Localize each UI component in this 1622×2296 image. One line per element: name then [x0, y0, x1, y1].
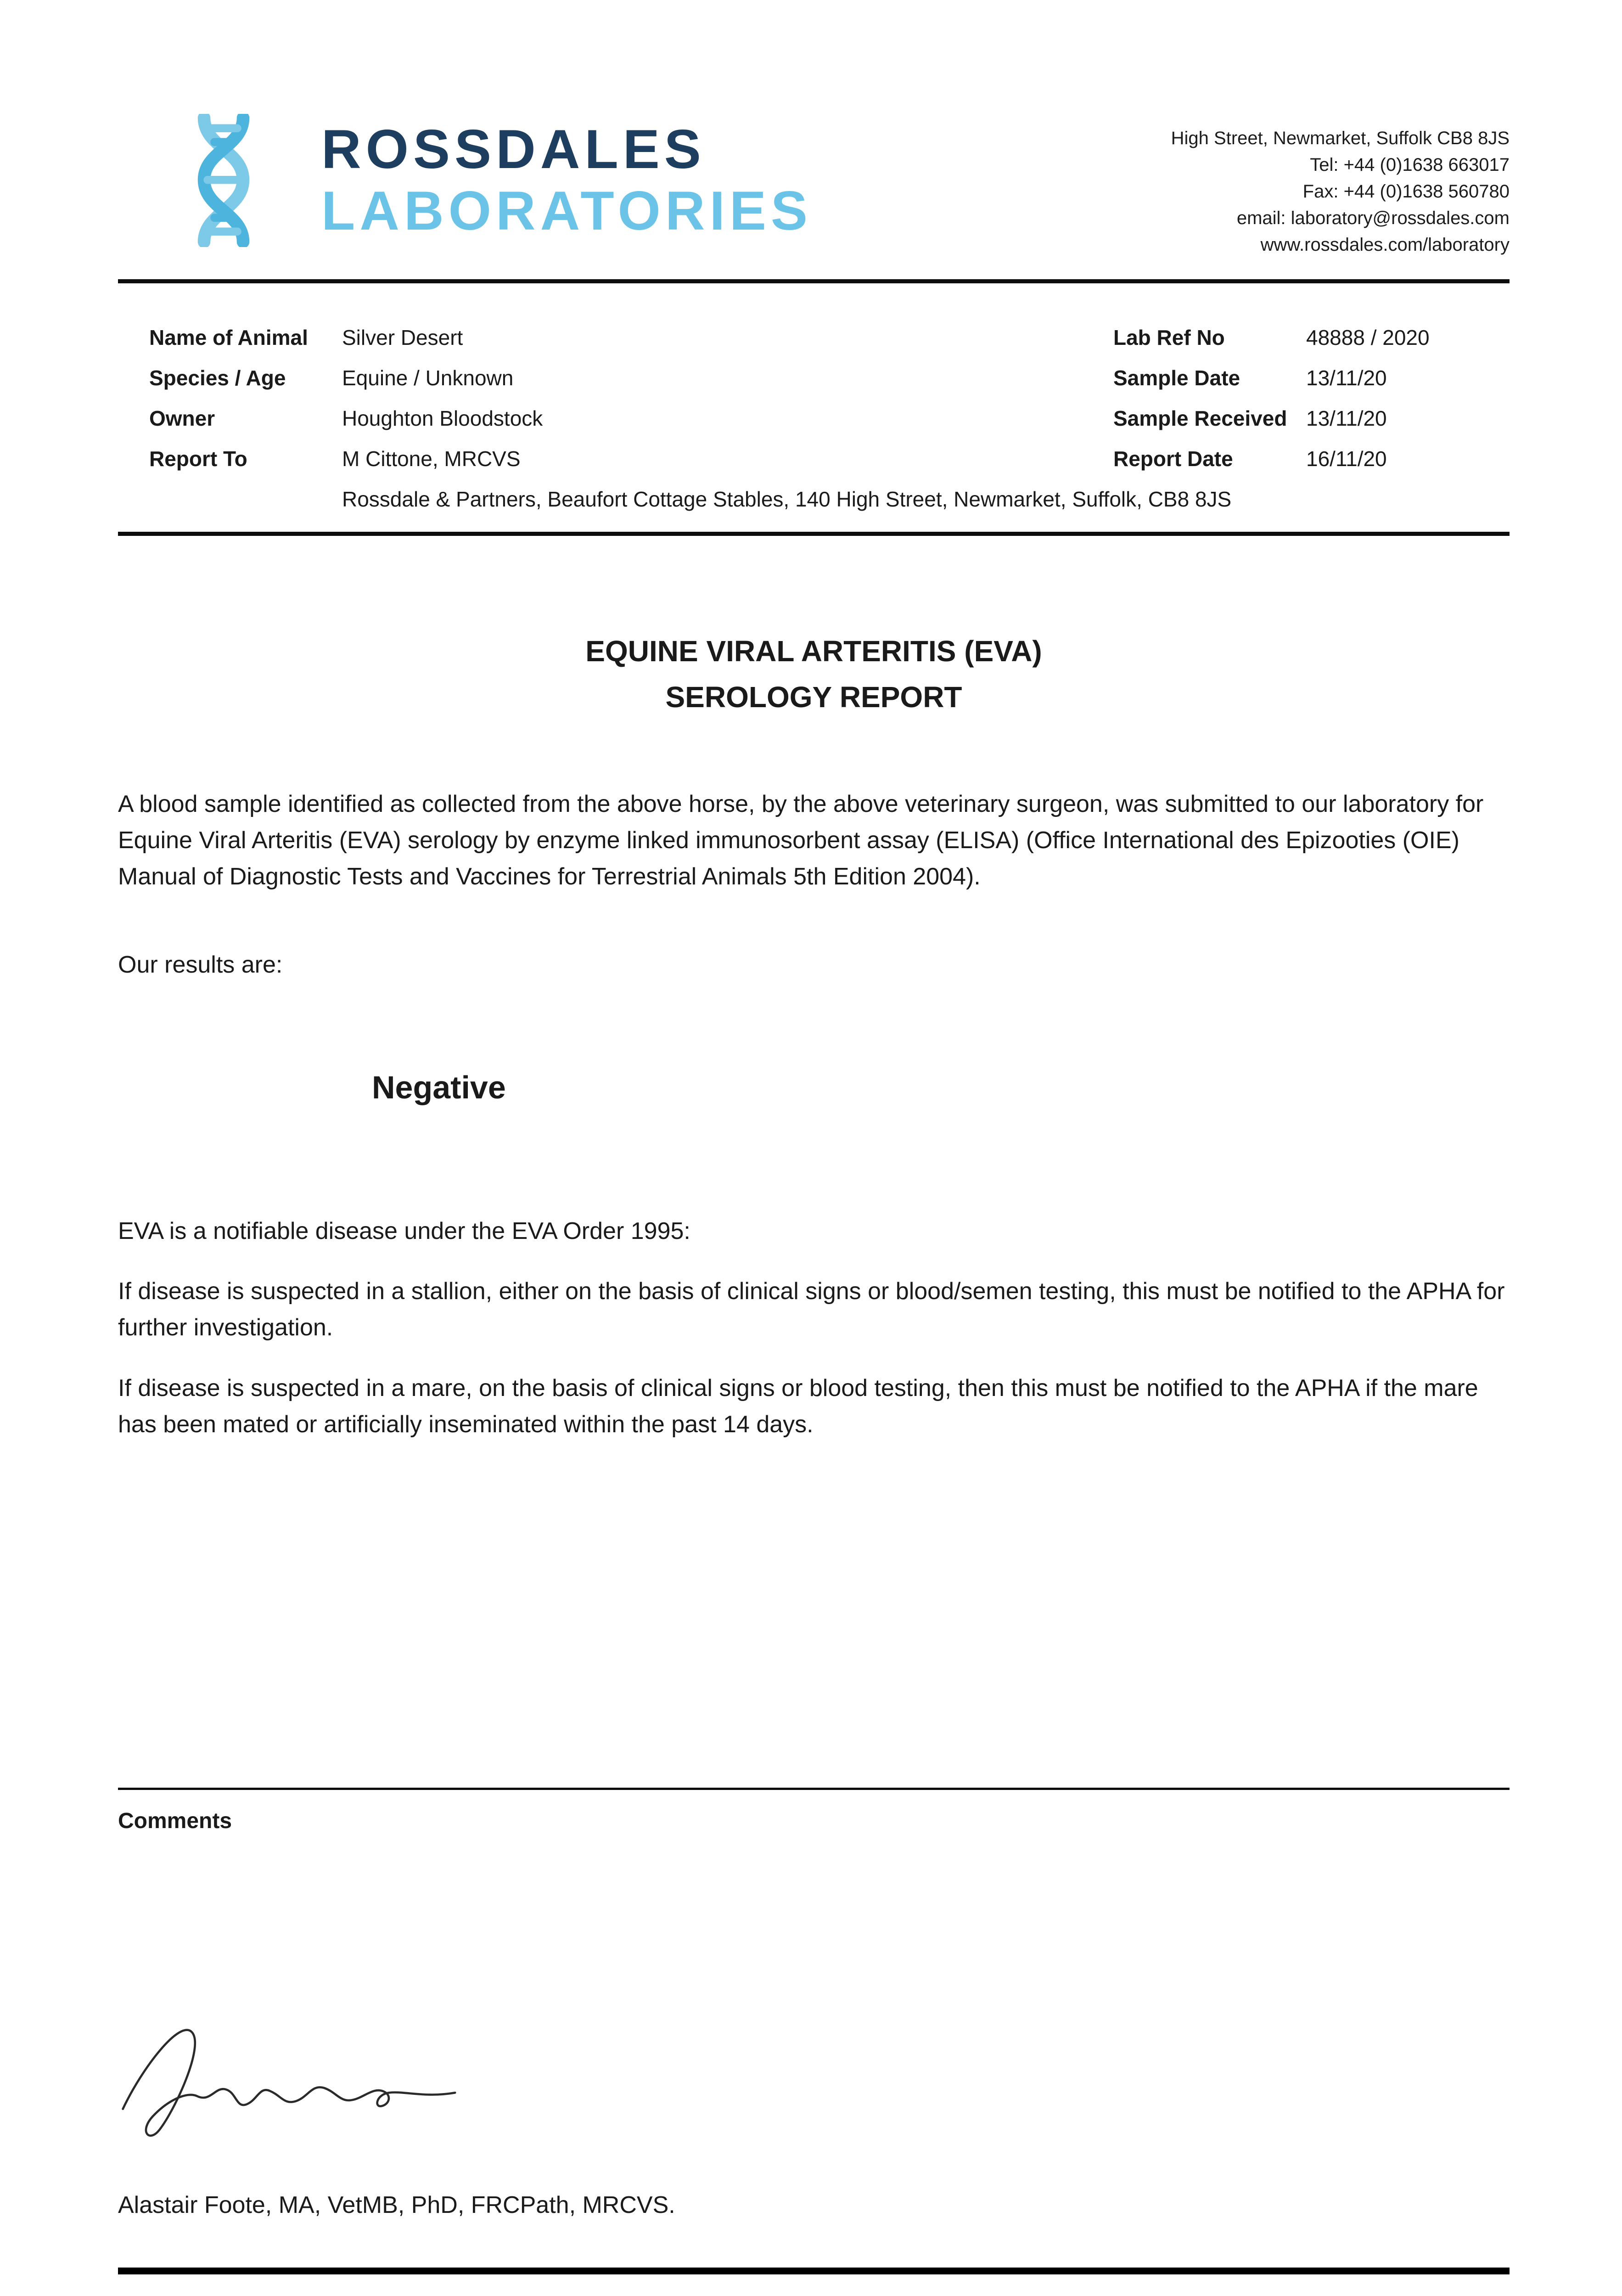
value-lab-ref-no: 48888 / 2020	[1306, 326, 1430, 349]
results-intro: Our results are:	[118, 951, 283, 978]
value-owner: Houghton Bloodstock	[342, 406, 543, 430]
report-title-line2: SEROLOGY REPORT	[665, 681, 962, 714]
info-row-owner	[118, 406, 1510, 446]
dna-logo-icon	[166, 114, 281, 247]
contact-email: email: laboratory@rossdales.com	[1236, 208, 1510, 228]
comments-divider	[118, 1788, 1510, 1790]
label-owner: Owner	[149, 406, 215, 430]
logo-rossdales: ROSSDALES	[321, 118, 706, 180]
mare-paragraph: If disease is suspected in a mare, on the basis of clinical signs or blood testing, then this must be notified to the APHA if the mare has been mated or artificially inseminated within the past 14 days.	[118, 1375, 1478, 1438]
label-species-age: Species / Age	[149, 366, 286, 390]
contact-website: www.rossdales.com/laboratory	[1260, 235, 1510, 255]
info-divider	[118, 532, 1510, 536]
sample-info-block	[118, 325, 1510, 527]
practice-address: Rossdale & Partners, Beaufort Cottage Stables, 140 High Street, Newmarket, Suffolk, CB8 8JS	[342, 487, 1232, 511]
value-sample-date: 13/11/20	[1306, 366, 1387, 390]
label-name-of-animal: Name of Animal	[149, 326, 308, 349]
report-title-line1: EQUINE VIRAL ARTERITIS (EVA)	[585, 635, 1042, 668]
label-sample-date: Sample Date	[1113, 366, 1240, 390]
header-divider	[118, 279, 1510, 283]
value-report-to: M Cittone, MRCVS	[342, 447, 521, 471]
contact-fax: Fax: +44 (0)1638 560780	[1302, 181, 1510, 202]
intro-paragraph: A blood sample identified as collected from the above horse, by the above veterinary surgeon, was submitted to our laboratory for Equine Viral Arteritis (EVA) serology by enzyme linked immunosorbent assay (ELISA) (Office International des Epizooties (OIE) Manual of Diagnostic Tests and Vaccines for Terrestrial Animals 5th Edition 2004).	[118, 791, 1484, 890]
label-sample-received: Sample Received	[1113, 406, 1287, 430]
info-row-report-to	[118, 446, 1510, 487]
stallion-paragraph: If disease is suspected in a stallion, either on the basis of clinical signs or blood/semen testing, this must be notified to the APHA for further investigation.	[118, 1278, 1505, 1341]
signer-name: Alastair Foote, MA, VetMB, PhD, FRCPath, MRCVS.	[118, 2192, 675, 2218]
comments-heading: Comments	[118, 1809, 232, 1833]
contact-block	[1171, 125, 1510, 258]
label-report-to: Report To	[149, 447, 247, 471]
label-report-date: Report Date	[1113, 447, 1233, 471]
value-report-date: 16/11/20	[1306, 447, 1387, 471]
value-name-of-animal: Silver Desert	[342, 326, 463, 349]
info-row-animal	[118, 325, 1510, 366]
info-row-species	[118, 366, 1510, 406]
logo-wordmark	[321, 118, 812, 242]
contact-tel: Tel: +44 (0)1638 663017	[1310, 155, 1510, 175]
notifiable-statement: EVA is a notifiable disease under the EVA Order 1995:	[118, 1218, 690, 1244]
info-row-practice-address	[118, 487, 1510, 527]
footer-bar	[118, 2268, 1510, 2274]
value-sample-received: 13/11/20	[1306, 406, 1387, 430]
contact-address: High Street, Newmarket, Suffolk CB8 8JS	[1171, 128, 1510, 148]
report-title	[118, 628, 1510, 720]
label-lab-ref-no: Lab Ref No	[1113, 326, 1225, 349]
logo-laboratories: LABORATORIES	[321, 180, 812, 242]
result-value: Negative	[372, 1069, 506, 1105]
signature-image	[116, 2002, 465, 2154]
value-species-age: Equine / Unknown	[342, 366, 514, 390]
